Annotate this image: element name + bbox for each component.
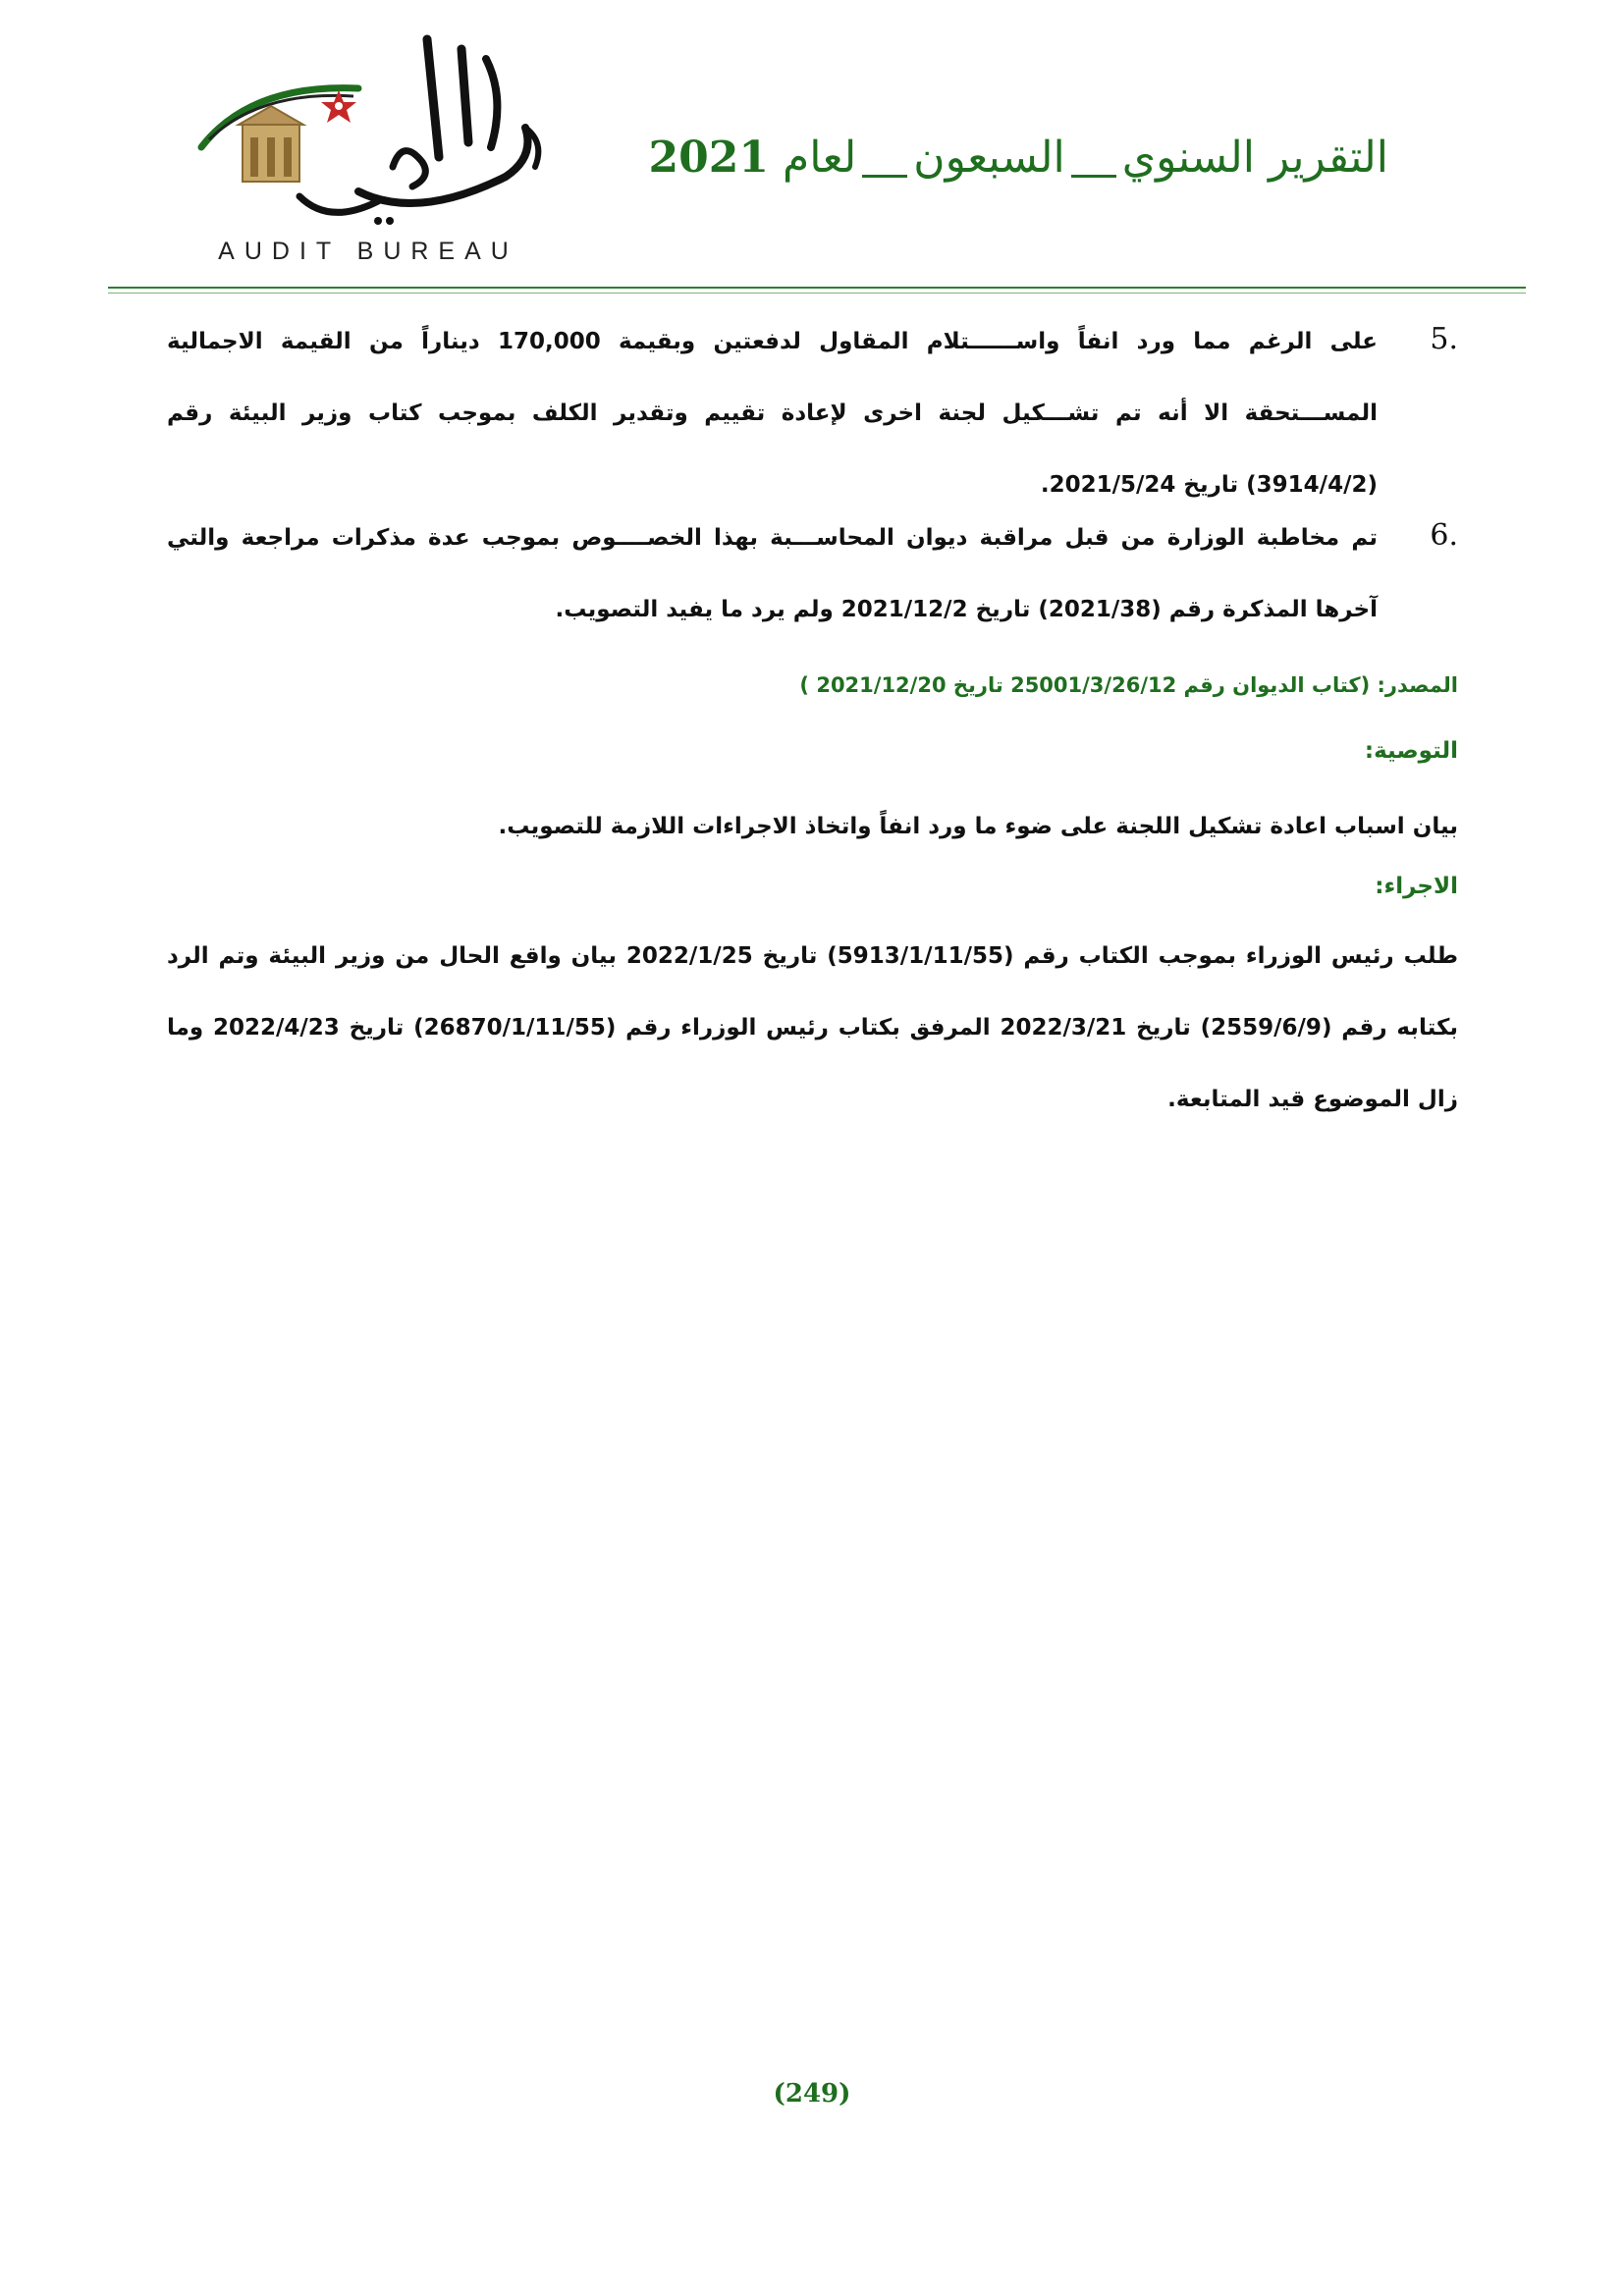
source-citation: المصدر: (كتاب الديوان رقم 25001/3/26/12 تاريخ 2021/12/20 ) xyxy=(799,673,1458,697)
item-number: 6. xyxy=(1430,518,1458,553)
report-year: 2021 xyxy=(648,133,769,183)
report-title-part2: السبعون xyxy=(913,133,1065,183)
logo-english-text: AUDIT BUREAU xyxy=(218,238,518,265)
action-text: طلب رئيس الوزراء بموجب الكتاب رقم (5913/1/11/55) تاريخ 2022/1/25 بيان واقع الحال من وزير البيئة وتم الرد بكتابه رقم (2559/6/9) تاريخ 2022/3/21 المرفق بكتاب رئيس الوزراء رقم (26870/1/11/55) تاريخ 2022/4/23 وما زال الموضوع قيد المتابعة. xyxy=(167,943,1458,1112)
report-title-part3: لعام xyxy=(782,133,857,183)
action-heading: الاجراء: xyxy=(1375,874,1458,899)
recommendation-heading: التوصية: xyxy=(1364,738,1458,764)
report-title-part1: التقرير السنوي xyxy=(1121,133,1388,183)
page-body xyxy=(167,0,1458,2296)
recommendation-text: بيان اسباب اعادة تشكيل اللجنة على ضوء ما ورد انفاً واتخاذ الاجراءات اللازمة للتصويب. xyxy=(498,814,1458,839)
page-number: (249) xyxy=(773,2079,851,2109)
item-number: 5. xyxy=(1430,322,1458,356)
item-text: تم مخاطبة الوزارة من قبل مراقبة ديوان المحاســـبة بهذا الخصــــوص بموجب عدة مذكرات مراجعة والتي آخرها المذكرة رقم (2021/38) تاريخ 2021/12/2 ولم يرد ما يفيد التصويب. xyxy=(167,525,1378,622)
item-text: على الرغم مما ورد انفاً واســــــتلام المقاول لدفعتين وبقيمة 170,000 ديناراً من القيمة الاجمالية المســـتحقة الا أنه تم تشـــكيل لجنة اخرى لإعادة تقييم وتقدير الكلف بموجب كتاب وزير البيئة رقم (3914/4/2) تاريخ 2021/5/24. xyxy=(167,329,1378,498)
list-item xyxy=(167,306,1458,521)
list-item xyxy=(167,503,1458,646)
